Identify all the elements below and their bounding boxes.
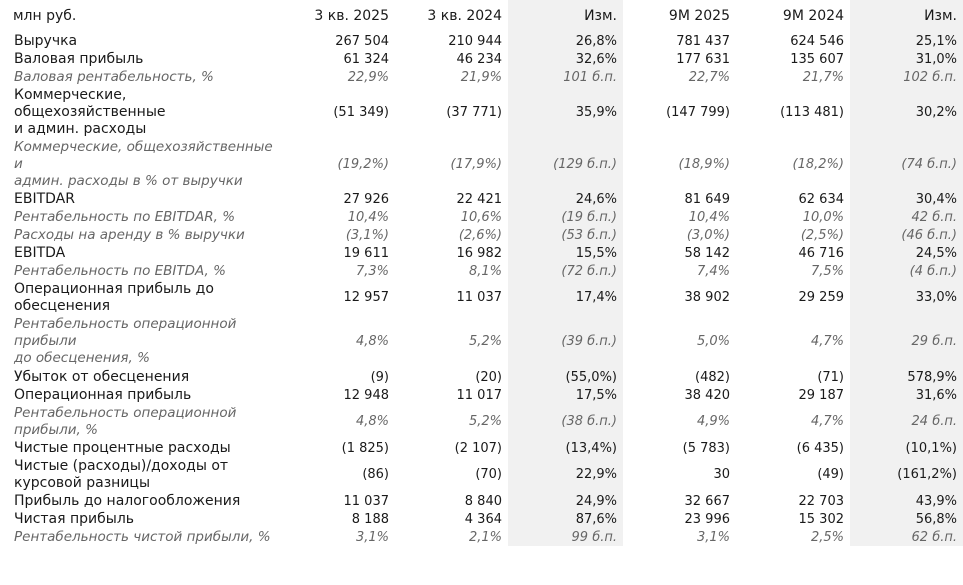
table-row bbox=[0, 190, 963, 208]
cell-q3-2025: (51 349) bbox=[333, 105, 389, 120]
row-label: Чистые (расходы)/доходы от курсовой разницы bbox=[14, 457, 229, 491]
cell-9m-2025: (5 783) bbox=[682, 440, 730, 456]
cell-q3-2025: (9) bbox=[370, 369, 389, 385]
table-row bbox=[0, 244, 963, 262]
cell-9m-2024: (71) bbox=[817, 369, 844, 385]
cell-q3-2024: 16 982 bbox=[456, 245, 502, 261]
row-label: Рентабельность операционной прибыли до обесценения, % bbox=[14, 316, 237, 366]
cell-9m-change: 56,8% bbox=[850, 510, 963, 528]
cell-q-change: 17,5% bbox=[508, 386, 623, 404]
cell-9m-2025: 81 649 bbox=[684, 191, 730, 207]
cell-9m-2025: 30 bbox=[713, 467, 730, 482]
cell-q-change: 24,9% bbox=[508, 492, 623, 510]
cell-9m-2024: 10,0% bbox=[802, 209, 844, 225]
cell-q3-2024: 4 364 bbox=[464, 511, 502, 527]
header-9m-2025: 9M 2025 bbox=[668, 7, 730, 24]
table-row bbox=[0, 386, 963, 404]
cell-9m-2025: 781 437 bbox=[676, 33, 730, 49]
table-row bbox=[0, 528, 963, 546]
cell-q-change: 24,6% bbox=[508, 190, 623, 208]
row-label: Коммерческие, общехозяйственные и админ. расходы bbox=[14, 87, 166, 137]
row-label: Операционная прибыль bbox=[14, 386, 192, 403]
cell-q-change: 101 б.п. bbox=[508, 68, 623, 86]
cell-9m-2024: 62 634 bbox=[798, 191, 844, 207]
table-row bbox=[0, 226, 963, 244]
cell-9m-2025: 10,4% bbox=[688, 209, 730, 225]
cell-q3-2024: 210 944 bbox=[448, 33, 502, 49]
cell-q-change: 99 б.п. bbox=[508, 528, 623, 546]
table-row bbox=[0, 492, 963, 510]
cell-q3-2024: (17,9%) bbox=[450, 157, 502, 172]
cell-q3-2025: 8 188 bbox=[351, 511, 389, 527]
cell-9m-2025: (482) bbox=[695, 369, 730, 385]
cell-q-change: 35,9% bbox=[508, 86, 623, 139]
header-q-change: Изм. bbox=[508, 0, 623, 32]
row-label: Выручка bbox=[14, 32, 78, 49]
cell-q3-2025: 19 611 bbox=[343, 245, 389, 261]
table-row bbox=[0, 315, 963, 368]
cell-q3-2025: 61 324 bbox=[343, 51, 389, 67]
cell-9m-2025: (3,0%) bbox=[686, 227, 730, 243]
cell-9m-2024: 135 607 bbox=[790, 51, 844, 67]
table-row bbox=[0, 457, 963, 492]
cell-9m-2024: 7,5% bbox=[810, 263, 844, 279]
cell-9m-2024: (18,2%) bbox=[792, 157, 844, 172]
cell-9m-change: 42 б.п. bbox=[850, 208, 963, 226]
row-label: Рентабельность операционной прибыли, % bbox=[14, 404, 237, 438]
cell-q3-2025: 11 037 bbox=[343, 493, 389, 509]
table-row bbox=[0, 50, 963, 68]
cell-9m-change: 30,2% bbox=[850, 86, 963, 139]
table-body bbox=[0, 32, 963, 546]
cell-q3-2025: (19,2%) bbox=[337, 157, 389, 172]
header-9m-2024: 9M 2024 bbox=[782, 7, 844, 24]
cell-q-change: (19 б.п.) bbox=[508, 208, 623, 226]
cell-9m-2025: 58 142 bbox=[684, 245, 730, 261]
row-label: Рентабельность по EBITDA, % bbox=[14, 262, 226, 279]
cell-9m-2025: (147 799) bbox=[666, 105, 730, 120]
cell-q-change: (55,0%) bbox=[508, 368, 623, 386]
cell-q3-2024: 2,1% bbox=[468, 529, 502, 545]
row-label: Валовая рентабельность, % bbox=[14, 68, 214, 85]
cell-9m-2025: 5,0% bbox=[696, 334, 730, 349]
cell-9m-change: (74 б.п.) bbox=[850, 139, 963, 190]
row-label: Валовая прибыль bbox=[14, 50, 144, 67]
row-label: Чистые процентные расходы bbox=[14, 439, 231, 456]
cell-9m-2024: 22 703 bbox=[798, 493, 844, 509]
cell-q3-2025: (3,1%) bbox=[345, 227, 389, 243]
cell-9m-2025: 22,7% bbox=[688, 69, 730, 85]
table-row bbox=[0, 32, 963, 50]
cell-q3-2024: (37 771) bbox=[446, 105, 502, 120]
table-row bbox=[0, 208, 963, 226]
cell-9m-change: 102 б.п. bbox=[850, 68, 963, 86]
header-unit-label: млн руб. bbox=[13, 7, 77, 24]
row-label: Коммерческие, общехозяйственные и админ. расходы в % от выручки bbox=[14, 139, 273, 189]
cell-9m-2025: 177 631 bbox=[676, 51, 730, 67]
table-row bbox=[0, 86, 963, 139]
header-9m-change: Изм. bbox=[850, 0, 963, 32]
table-row bbox=[0, 439, 963, 457]
header-q3-2025: 3 кв. 2025 bbox=[314, 7, 389, 24]
cell-9m-change: 25,1% bbox=[850, 32, 963, 50]
cell-9m-2025: 32 667 bbox=[684, 493, 730, 509]
cell-9m-2024: (2,5%) bbox=[800, 227, 844, 243]
cell-9m-change: 31,0% bbox=[850, 50, 963, 68]
cell-9m-2024: (113 481) bbox=[780, 105, 844, 120]
cell-q3-2024: (2,6%) bbox=[458, 227, 502, 243]
cell-q-change: (39 б.п.) bbox=[508, 315, 623, 368]
row-label: Операционная прибыль до обесценения bbox=[14, 280, 214, 314]
cell-9m-change: 62 б.п. bbox=[850, 528, 963, 546]
cell-q3-2024: 5,2% bbox=[468, 414, 502, 429]
cell-q-change: 26,8% bbox=[508, 32, 623, 50]
table-row bbox=[0, 68, 963, 86]
cell-9m-2025: 23 996 bbox=[684, 511, 730, 527]
cell-q-change: (53 б.п.) bbox=[508, 226, 623, 244]
cell-9m-2025: (18,9%) bbox=[678, 157, 730, 172]
cell-q3-2024: (20) bbox=[475, 369, 502, 385]
cell-q3-2025: 10,4% bbox=[347, 209, 389, 225]
cell-9m-change: (46 б.п.) bbox=[850, 226, 963, 244]
table-row bbox=[0, 510, 963, 528]
cell-q3-2024: 21,9% bbox=[460, 69, 502, 85]
cell-q-change: (38 б.п.) bbox=[508, 404, 623, 439]
row-label: Убыток от обесценения bbox=[14, 368, 190, 385]
cell-9m-2024: 29 259 bbox=[798, 290, 844, 305]
row-label: Рентабельность по EBITDAR, % bbox=[14, 208, 236, 225]
cell-9m-2024: 2,5% bbox=[810, 529, 844, 545]
cell-9m-change: (4 б.п.) bbox=[850, 262, 963, 280]
cell-q3-2025: 27 926 bbox=[343, 191, 389, 207]
cell-q-change: 15,5% bbox=[508, 244, 623, 262]
cell-q-change: (13,4%) bbox=[508, 439, 623, 457]
table-row bbox=[0, 280, 963, 315]
table-row bbox=[0, 404, 963, 439]
table-row bbox=[0, 262, 963, 280]
cell-q-change: 32,6% bbox=[508, 50, 623, 68]
row-label: Рентабельность чистой прибыли, % bbox=[14, 528, 271, 545]
cell-9m-change: (10,1%) bbox=[850, 439, 963, 457]
cell-9m-change: 29 б.п. bbox=[850, 315, 963, 368]
cell-q3-2025: 3,1% bbox=[355, 529, 389, 545]
cell-9m-2025: 38 420 bbox=[684, 387, 730, 403]
cell-9m-change: 24,5% bbox=[850, 244, 963, 262]
cell-q-change: 22,9% bbox=[508, 457, 623, 492]
cell-q3-2025: 4,8% bbox=[355, 414, 389, 429]
cell-q3-2025: 12 948 bbox=[343, 387, 389, 403]
cell-q3-2024: 8,1% bbox=[468, 263, 502, 279]
cell-q3-2025: 267 504 bbox=[335, 33, 389, 49]
cell-q3-2024: (70) bbox=[475, 467, 502, 482]
cell-9m-2025: 3,1% bbox=[696, 529, 730, 545]
row-label: Чистая прибыль bbox=[14, 510, 135, 527]
header-row bbox=[0, 0, 963, 32]
cell-9m-change: 31,6% bbox=[850, 386, 963, 404]
cell-9m-2025: 4,9% bbox=[696, 414, 730, 429]
cell-q3-2024: 22 421 bbox=[456, 191, 502, 207]
cell-9m-2024: 4,7% bbox=[810, 414, 844, 429]
cell-q3-2024: 5,2% bbox=[468, 334, 502, 349]
cell-9m-change: 33,0% bbox=[850, 280, 963, 315]
row-label: EBITDA bbox=[14, 244, 66, 261]
cell-9m-change: 24 б.п. bbox=[850, 404, 963, 439]
cell-q3-2025: 7,3% bbox=[355, 263, 389, 279]
table-row bbox=[0, 368, 963, 386]
cell-9m-2024: (49) bbox=[817, 467, 844, 482]
cell-q3-2025: (86) bbox=[362, 467, 389, 482]
cell-q-change: (72 б.п.) bbox=[508, 262, 623, 280]
cell-q-change: 17,4% bbox=[508, 280, 623, 315]
table-row bbox=[0, 139, 963, 190]
cell-q3-2024: 10,6% bbox=[460, 209, 502, 225]
cell-q3-2024: (2 107) bbox=[454, 440, 502, 456]
cell-9m-2025: 7,4% bbox=[696, 263, 730, 279]
cell-9m-change: 30,4% bbox=[850, 190, 963, 208]
cell-9m-2024: 624 546 bbox=[790, 33, 844, 49]
cell-q3-2025: 22,9% bbox=[347, 69, 389, 85]
row-label: Прибыль до налогообложения bbox=[14, 492, 241, 509]
cell-9m-2024: 21,7% bbox=[802, 69, 844, 85]
cell-9m-change: (161,2%) bbox=[850, 457, 963, 492]
cell-q-change: (129 б.п.) bbox=[508, 139, 623, 190]
cell-q3-2024: 11 017 bbox=[456, 387, 502, 403]
row-label: Расходы на аренду в % выручки bbox=[14, 226, 245, 243]
cell-q3-2025: 12 957 bbox=[343, 290, 389, 305]
header-q3-2024: 3 кв. 2024 bbox=[427, 7, 502, 24]
cell-q3-2025: (1 825) bbox=[341, 440, 389, 456]
cell-9m-2024: 29 187 bbox=[798, 387, 844, 403]
cell-q-change: 87,6% bbox=[508, 510, 623, 528]
cell-9m-2025: 38 902 bbox=[684, 290, 730, 305]
cell-9m-change: 578,9% bbox=[850, 368, 963, 386]
cell-q3-2024: 11 037 bbox=[456, 290, 502, 305]
cell-q3-2024: 46 234 bbox=[456, 51, 502, 67]
cell-9m-2024: (6 435) bbox=[796, 440, 844, 456]
cell-q3-2024: 8 840 bbox=[464, 493, 502, 509]
row-label: EBITDAR bbox=[14, 190, 75, 207]
cell-9m-2024: 4,7% bbox=[810, 334, 844, 349]
cell-9m-2024: 46 716 bbox=[798, 245, 844, 261]
cell-9m-2024: 15 302 bbox=[798, 511, 844, 527]
cell-9m-change: 43,9% bbox=[850, 492, 963, 510]
cell-q3-2025: 4,8% bbox=[355, 334, 389, 349]
